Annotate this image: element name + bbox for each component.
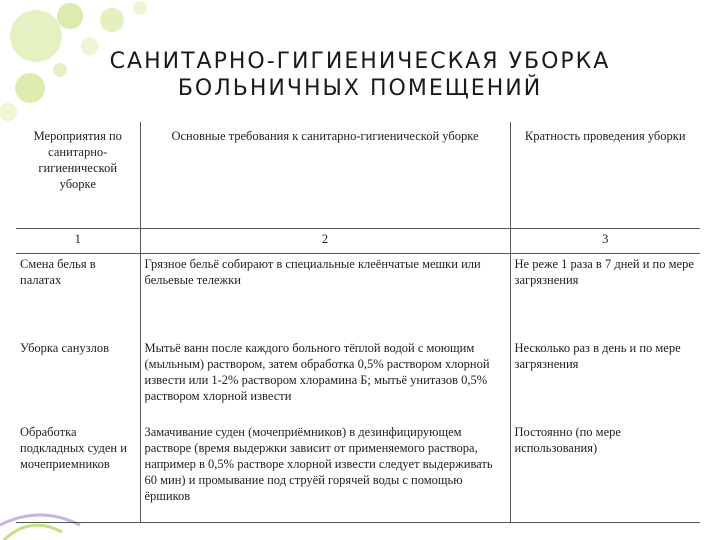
header-cell-frequency: Кратность проведения уборки — [510, 122, 700, 229]
requirements-cell: Мытьё ванн после каждого больного тёплой водой с моющим (мыльным) раствором, затем обработка 0,5% раствором хлорной извести или 1-2% раствором хлорамина Б; мытьё унитазов 0,5% раствором хлорной извести — [140, 338, 510, 422]
column-number: 2 — [140, 229, 510, 254]
header-cell-events: Мероприятия по санитарно-гигиенической уборке — [16, 122, 140, 229]
requirements-cell: Грязное бельё собирают в специальные клеёнчатые мешки или бельевые тележки — [140, 254, 510, 339]
event-cell: Обработка подкладных суден и мочеприемников — [16, 422, 140, 523]
event-cell: Уборка санузлов — [16, 338, 140, 422]
header-cell-requirements: Основные требования к санитарно-гигиенической уборке — [140, 122, 510, 229]
title-line-2: БОЛЬНИЧНЫХ ПОМЕЩЕНИЙ — [177, 76, 543, 101]
frequency-cell: Несколько раз в день и по мере загрязнения — [510, 338, 700, 422]
column-number: 1 — [16, 229, 140, 254]
table-number-row — [16, 229, 700, 254]
table-row — [16, 422, 700, 523]
title-line-1: САНИТАРНО-ГИГИЕНИЧЕСКАЯ УБОРКА — [109, 49, 611, 74]
frequency-cell: Постоянно (по мере использования) — [510, 422, 700, 523]
event-cell: Смена белья в палатах — [16, 254, 140, 339]
column-number: 3 — [510, 229, 700, 254]
cleaning-table — [16, 122, 700, 523]
frequency-cell: Не реже 1 раза в 7 дней и по мере загрязнения — [510, 254, 700, 339]
slide-title — [20, 48, 700, 102]
table-header-row — [16, 122, 700, 229]
requirements-cell: Замачивание суден (мочеприёмников) в дезинфицирующем растворе (время выдержки зависит от применяемого раствора, например в 0,5% растворе хлорной извести следует выдерживать 60 мин) и промывание под струёй горячей воды с помощью ёршиков — [140, 422, 510, 523]
table-row — [16, 338, 700, 422]
table-row — [16, 254, 700, 339]
